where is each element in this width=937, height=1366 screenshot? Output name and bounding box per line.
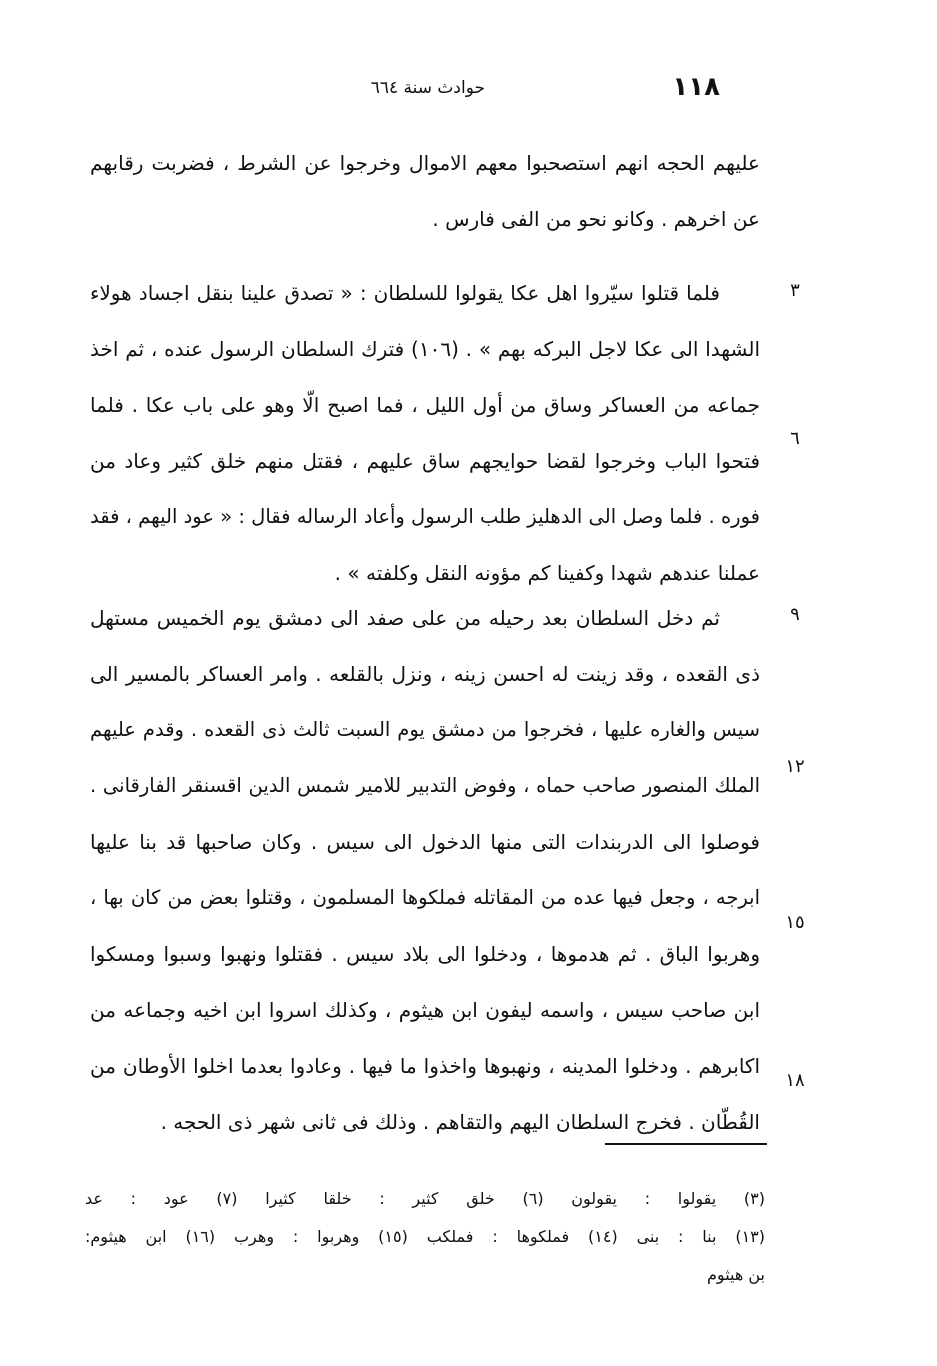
text-line: فتحوا الباب وخرجوا لقضا حوايجهم ساق عليهم ، فقتل منهم خلق كثير وعاد من xyxy=(90,449,760,473)
text-line: وهربوا الباق . ثم هدموها ، ودخلوا الى بلاد سيس . فقتلوا ونهبوا وسبوا ومسكوا xyxy=(90,942,760,966)
text-line: سيس والغاره عليها ، فخرجوا من دمشق يوم السبت ثالث ذى القعده . وقدم عليهم xyxy=(90,718,760,741)
text-line: عملنا عندهم شهدا وكفينا كم مؤونه النقل وكلفته » . xyxy=(334,561,760,585)
line-number: ١٥ xyxy=(785,912,805,933)
text-line: عن اخرهم . وكانو نحو من الفى فارس . xyxy=(432,207,760,231)
line-number: ١٢ xyxy=(785,756,805,777)
footnote-line: (١٣) بنا : بنى (١٤) فملكوها : فملكب (١٥) وهربوا : وهرب (١٦) ابن هيثوم: xyxy=(85,1227,765,1246)
line-number: ٩ xyxy=(790,604,800,625)
footnote-line: (٣) يقولوا : يقولون (٦) خلق كثير : خلقا كثيرا (٧) عود : عد xyxy=(85,1189,765,1208)
text-line: عليهم الحجه انهم استصحبوا معهم الاموال وخرجوا عن الشرط ، فضربت رقابهم xyxy=(90,151,760,175)
text-line: فوره . فلما وصل الى الدهليز طلب الرسول وأعاد الرساله فقال : « عود اليهم ، فقد xyxy=(90,505,760,528)
paragraph-1 xyxy=(90,135,760,247)
text-line: ذى القعده ، وقد زينت له احسن زينه ، ونزل بالقلعه . وامر العساكر بالمسير الى xyxy=(90,662,760,686)
paragraph-3 xyxy=(90,590,760,1150)
text-line: الشهدا الى عكا لاجل البركه بهم » . (١٠٦) فترك السلطان الرسول عنده ، ثم اخذ xyxy=(90,337,760,361)
text-line: ابرجه ، وجعل فيها عده من المقاتله فملكوها المسلمون ، وقتلوا بعض من كان بها ، xyxy=(90,886,760,909)
page-header xyxy=(200,72,720,112)
paragraph-2 xyxy=(90,265,760,601)
text-line: القُطّان . فخرج السلطان اليهم والتقاهم . وذلك فى ثانى شهر ذى الحجه . xyxy=(160,1110,760,1134)
text-line: جماعه من العساكر وساق من أول الليل ، فما اصبح الّا وهو على باب عكا . فلما xyxy=(90,393,760,417)
line-number: ١٨ xyxy=(785,1070,805,1091)
footnotes xyxy=(85,1180,765,1294)
text-line: ثم دخل السلطان بعد رحيله من على صفد الى دمشق يوم الخميس مستهل xyxy=(90,606,720,630)
line-number: ٣ xyxy=(790,280,800,301)
page-number: ١١٨ xyxy=(672,72,720,102)
text-line: فلما قتلوا سيّروا اهل عكا يقولوا للسلطان : « تصدق علينا بنقل اجساد هولاء xyxy=(90,281,720,305)
text-line: الملك المنصور صاحب حماه ، وفوض التدبير للامير شمس الدين اقسنقر الفارقانى . xyxy=(90,774,760,797)
line-number: ٦ xyxy=(790,428,800,449)
running-head: حوادث سنة ٦٦٤ xyxy=(370,78,485,98)
text-line: فوصلوا الى الدربندات التى منها الدخول الى سيس . وكان صاحبها قد بنا عليها xyxy=(90,830,760,854)
text-line: ابن صاحب سيس ، واسمه ليفون ابن هيثوم ، وكذلك اسروا ابن اخيه وجماعه من xyxy=(90,998,760,1022)
footnote-line: بن هيثوم xyxy=(707,1265,765,1284)
text-line: اكابرهم . ودخلوا المدينه ، ونهبوها واخذوا ما فيها . وعادوا بعدما اخلوا الأوطان من xyxy=(90,1054,760,1078)
footnote-divider xyxy=(605,1143,767,1145)
